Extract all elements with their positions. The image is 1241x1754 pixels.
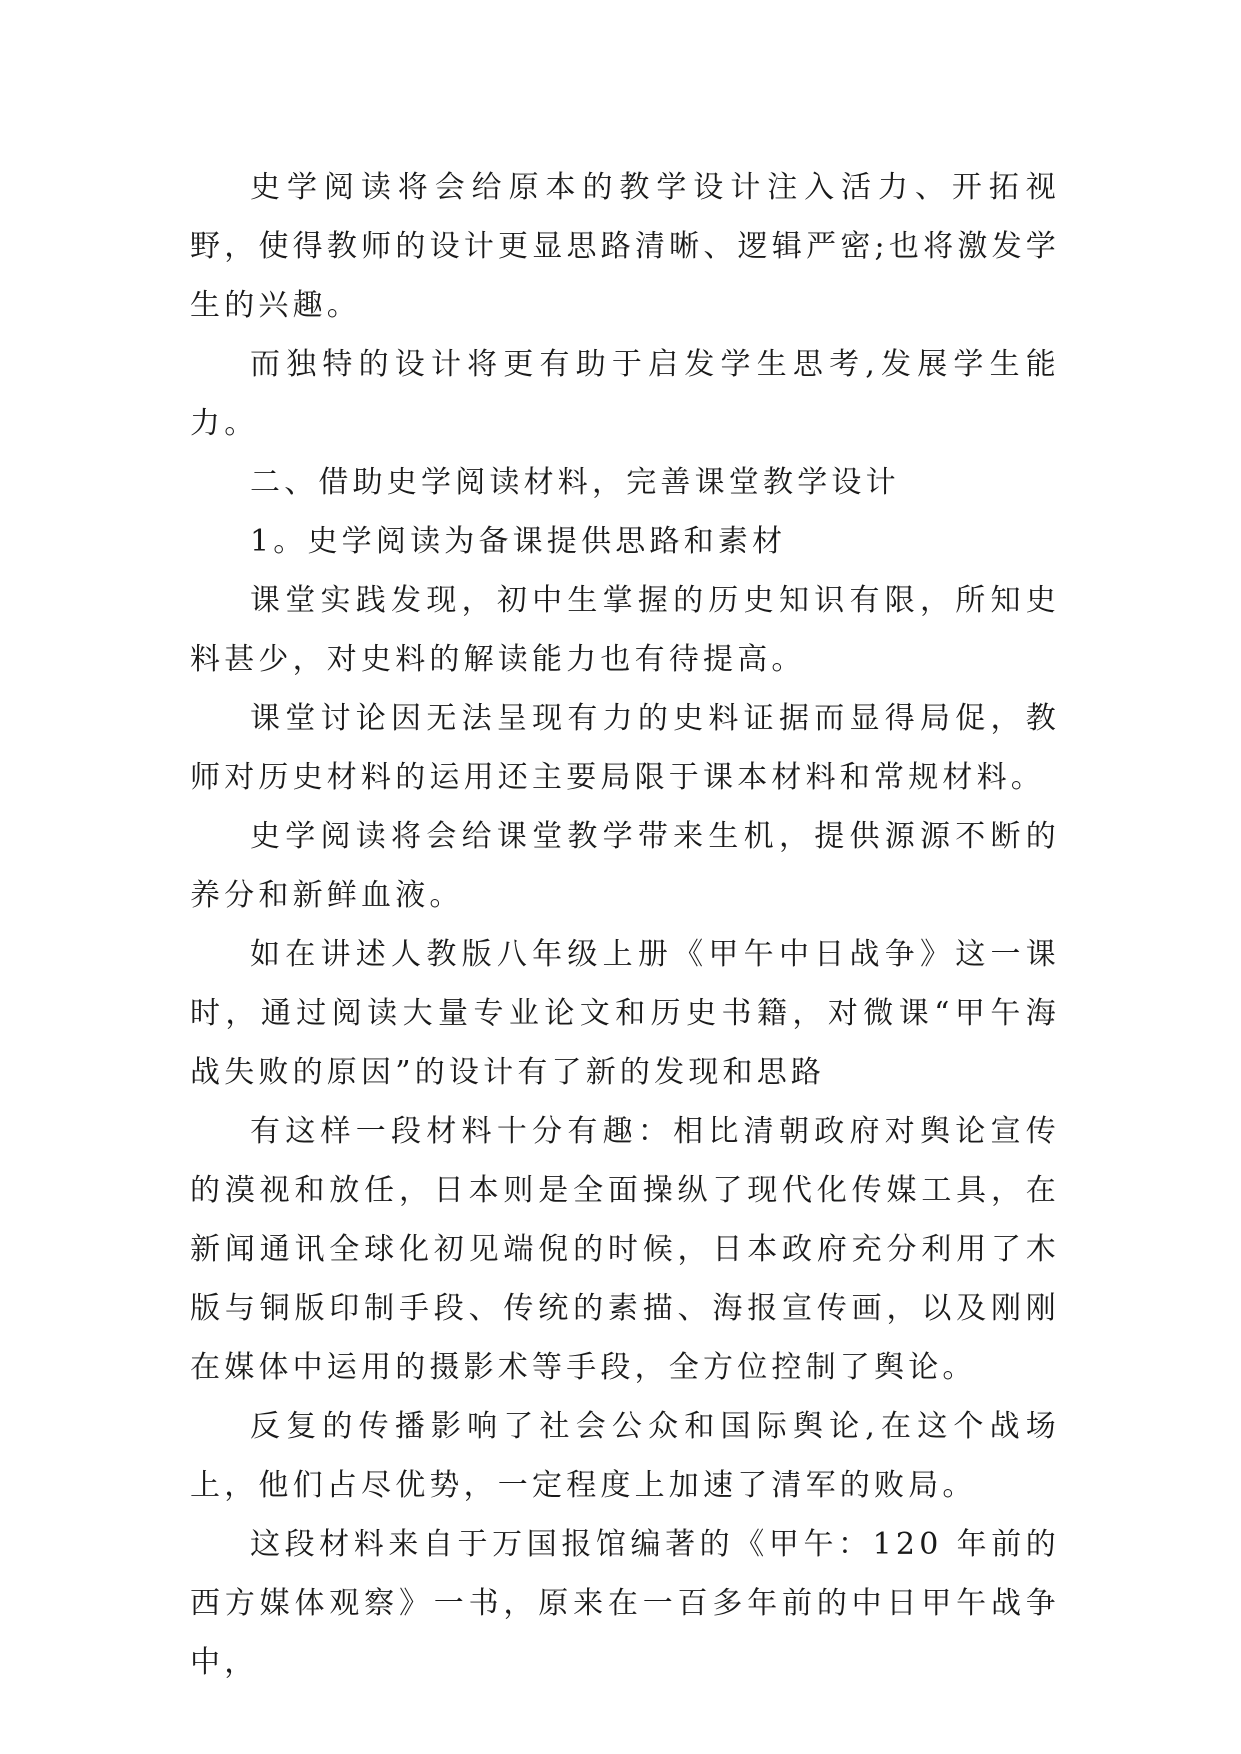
document-body (190, 158, 1060, 1692)
paragraph: 史学阅读将会给原本的教学设计注入活力、开拓视野，使得教师的设计更显思路清晰、逻辑严密;也将激发学生的兴趣。 (190, 170, 1060, 323)
paragraph: 反复的传播影响了社会公众和国际舆论,在这个战场上，他们占尽优势，一定程度上加速了清军的败局。 (190, 1409, 1060, 1503)
paragraph: 课堂实践发现，初中生掌握的历史知识有限，所知史料甚少，对史料的解读能力也有待提高。 (190, 583, 1060, 677)
paragraph: 而独特的设计将更有助于启发学生思考,发展学生能力。 (190, 347, 1060, 441)
paragraph: 史学阅读将会给课堂教学带来生机，提供源源不断的养分和新鲜血液。 (190, 819, 1060, 913)
subsection-heading: 1。史学阅读为备课提供思路和素材 (250, 524, 787, 559)
paragraph: 课堂讨论因无法呈现有力的史料证据而显得局促，教师对历史材料的运用还主要局限于课本材料和常规材料。 (190, 701, 1060, 795)
paragraph: 有这样一段材料十分有趣：相比清朝政府对舆论宣传的漠视和放任，日本则是全面操纵了现代化传媒工具，在新闻通讯全球化初见端倪的时候，日本政府充分利用了木版与铜版印制手段、传统的素描、海报宣传画，以及刚刚在媒体中运用的摄影术等手段，全方位控制了舆论。 (190, 1114, 1060, 1385)
paragraph: 这段材料来自于万国报馆编著的《甲午：120 年前的西方媒体观察》一书，原来在一百多年前的中日甲午战争中， (190, 1527, 1060, 1680)
section-heading: 二、借助史学阅读材料，完善课堂教学设计 (250, 465, 900, 500)
paragraph: 如在讲述人教版八年级上册《甲午中日战争》这一课时，通过阅读大量专业论文和历史书籍，对微课“甲午海战失败的原因”的设计有了新的发现和思路 (190, 937, 1060, 1090)
